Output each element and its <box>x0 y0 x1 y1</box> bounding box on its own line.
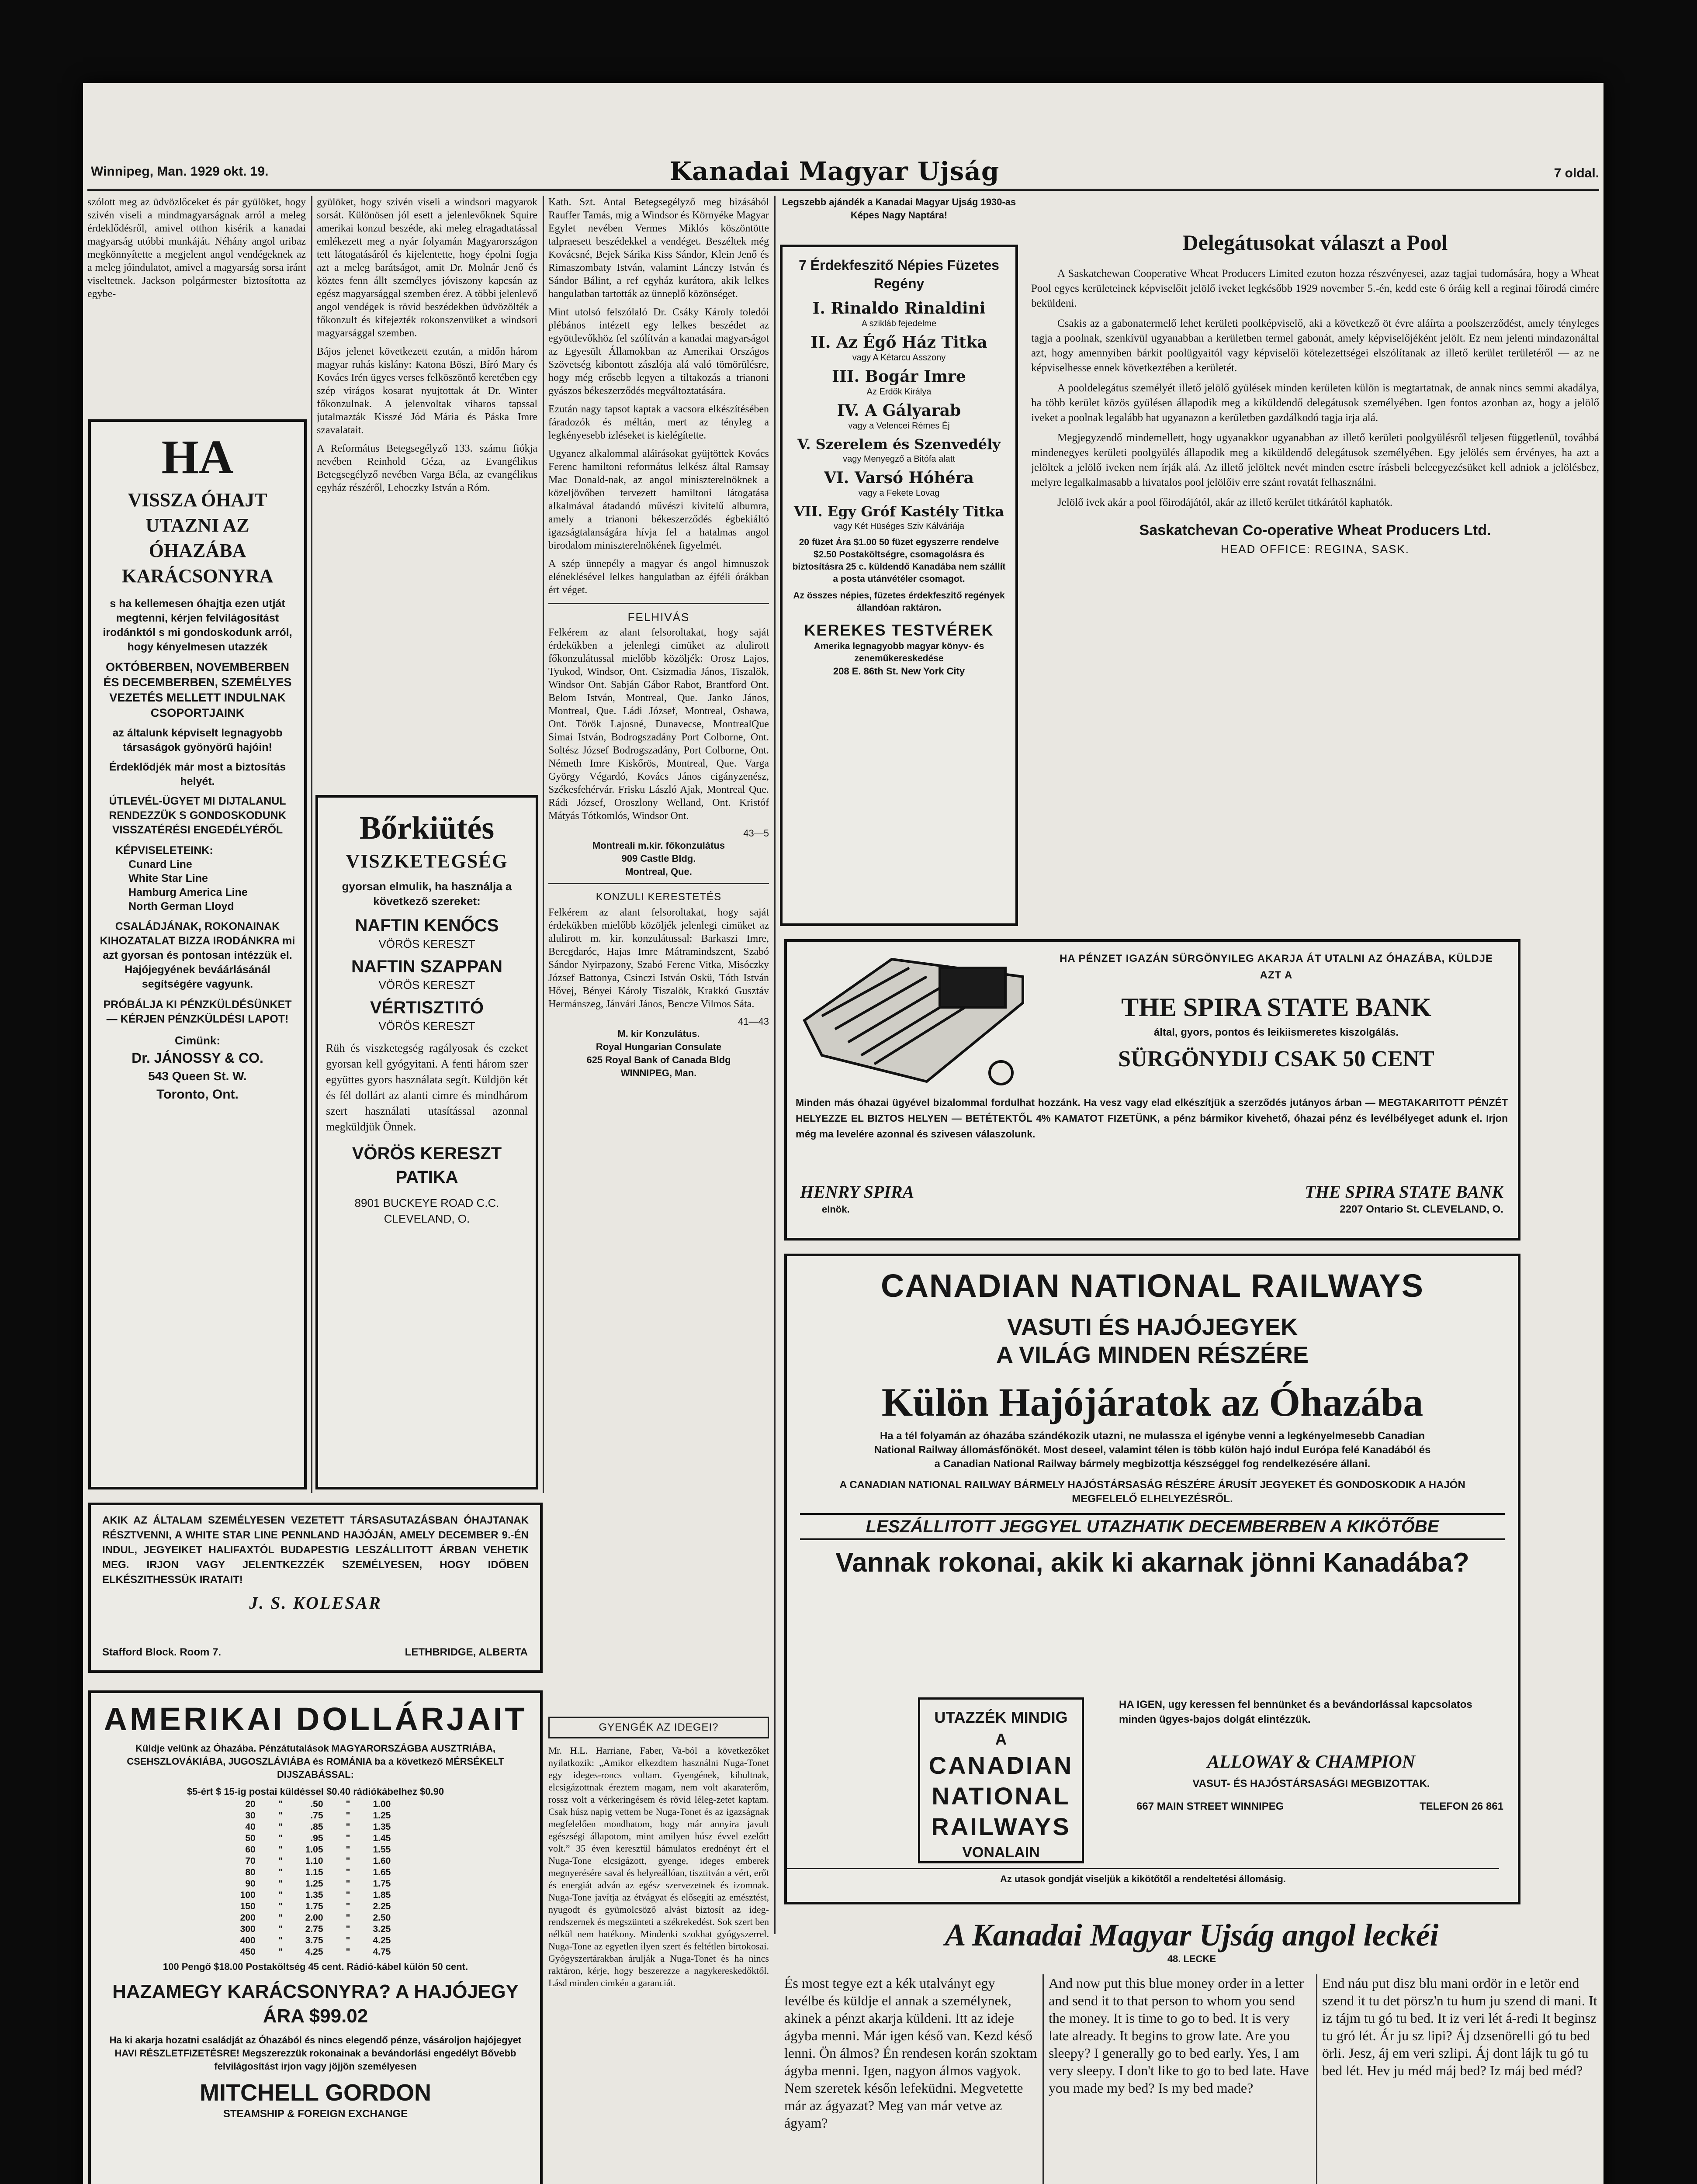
borkiutes-addr: 8901 BUCKEYE ROAD C.C. <box>354 1196 499 1209</box>
regeny-title: 7 Érdekfeszitő Népies Füzetes Regény <box>799 257 999 291</box>
spira-line2: által, gyors, pontos és leikiismeretes kiszolgálás. <box>1153 1026 1399 1038</box>
felhivas-title: FELHIVÁS <box>627 611 690 624</box>
dollar-rate-cell: " <box>278 1913 283 1923</box>
dollar-rate-row <box>229 1856 402 1867</box>
konzulatus-3: 625 Royal Bank of Canada Bldg <box>586 1054 731 1065</box>
dollar-rate-cell: 4.75 <box>373 1947 391 1957</box>
dollar-rate-cell: " <box>346 1856 350 1866</box>
dollar-rate-cell: " <box>346 1845 350 1855</box>
felhivas-number: 43—5 <box>743 828 769 839</box>
col2-text <box>317 196 537 790</box>
ha-subtitle: VISSZA ÓHAJT UTAZNI AZ ÓHAZÁBA KARÁCSONYRA <box>121 489 274 587</box>
col2-p1: gyülöket, hogy szivén viseli a windsori magyarok sorsát. Különösen jól esett a jelenlevőknek Squire amerikai konzul beszéde, aki meleg elragadtatással emlékezett meg a nyár folyamán Magyarországon tett látogatásáról és kijelentette, hogy épolni fogja azt a meleg barátságot, amit Dr. Molnár Jenő és köztes fenn állt személyes jóviszony kapcsán az egész magyarsággal szemben érez. A többi jelenlevő angol vendégek is rövid beszédekben üdvözölték a főkonzult és kifejezték rokonszenvüket a windsori magyarsággal szemben. <box>317 197 537 339</box>
consulate-line-1: Montreali m.kir. főkonzulátus <box>592 840 725 851</box>
spira-sig2: elnök. <box>822 1204 850 1215</box>
dollar-rate-cell: 2.00 <box>305 1913 323 1923</box>
dollar-rate-cell: " <box>278 1822 283 1832</box>
kolesar-city: LETHBRIDGE, ALBERTA <box>405 1646 528 1658</box>
dollar-rate-cell: 3.75 <box>305 1935 323 1946</box>
dollar-rate-row <box>229 1901 402 1912</box>
cnr-ad <box>784 1254 1520 1904</box>
dollar-table <box>229 1799 402 1958</box>
english-lesson-number: 48. LECKE <box>1167 1953 1216 1963</box>
dollar-rate-cell: 30 <box>245 1811 256 1821</box>
dollar-rate-cell: " <box>346 1822 350 1832</box>
line-item: White Star Line <box>128 872 208 885</box>
dollar-rate-cell: " <box>278 1867 283 1877</box>
regeny-item-sub: vagy A Kétarcu Asszony <box>852 353 946 363</box>
spira-addr: 2207 Ontario St. CLEVELAND, O. <box>1340 1203 1503 1215</box>
dollar-intro: Küldje velünk az Óhazába. Pénzátutalások MAGYARORSZÁGBA AUSZTRIÁBA, CSEHSZLOVÁKIÁBA, JUGOSZLÁVIÁBA és ROMÁNIA ba a következő MÉRSÉKELT DIJSZABÁSSAL: <box>127 1743 504 1780</box>
dollar-rate-cell: .75 <box>310 1811 323 1821</box>
dollar-firm: MITCHELL GORDON <box>200 2080 431 2106</box>
dollar-rate-cell: 60 <box>245 1845 256 1855</box>
masthead: Kanadai Magyar Ujság <box>669 156 1000 186</box>
product-2: NAFTIN SZAPPAN <box>351 957 502 976</box>
regeny-item-sub: vagy a Fekete Lovag <box>858 488 940 498</box>
dollar-rate-cell: 450 <box>240 1947 256 1957</box>
dollar-rate-cell: " <box>346 1890 350 1900</box>
col-divider <box>774 196 776 1934</box>
cnr-stamp <box>918 1697 1084 1863</box>
dollar-rate-row <box>229 1867 402 1878</box>
line-item: Cunard Line <box>128 858 192 871</box>
dollar-rate-row <box>229 1878 402 1890</box>
cnr-big: Külön Hajójáratok az Óhazába <box>881 1380 1423 1424</box>
dollar-table-head: $5-ért $ 15-ig postai küldéssel $0.40 rádiókábelhez $0.90 <box>187 1786 444 1797</box>
dollar-rate-cell: " <box>346 1947 350 1957</box>
dollar-pengo: 100 Pengő $18.00 Postaköltség 45 cent. Rádió-kábel külön 50 cent. <box>163 1961 468 1972</box>
regeny-item-title: V. Szerelem és Szenvedély <box>797 436 1001 453</box>
dollar-rate-cell: 150 <box>240 1901 256 1911</box>
line-item: Hamburg America Line <box>128 886 248 898</box>
konzulatus-4: WINNIPEG, Man. <box>620 1068 697 1078</box>
col1-intro <box>87 196 306 370</box>
dollar-rate-cell: 3.25 <box>373 1924 391 1934</box>
dollar-rate-cell: 300 <box>240 1924 256 1934</box>
dollar-rate-cell: 2.50 <box>373 1913 391 1923</box>
product-2-brand: VÖRÖS KERESZT <box>378 978 475 992</box>
english-col-hungarian <box>784 1974 1038 2184</box>
english-col-phonetic <box>1322 1974 1599 2184</box>
ha-lines-title: KÉPVISELETEINK: <box>115 844 213 857</box>
dollar-rate-cell: " <box>278 1924 283 1934</box>
dollar-question: HAZAMEGY KARÁCSONYRA? A HAJÓJEGY ÁRA $99.02 <box>112 1981 519 2027</box>
regeny-ad <box>780 245 1018 926</box>
regeny-addr: 208 E. 86th St. New York City <box>833 666 965 677</box>
borkiutes-title: Bőrkiütés <box>359 810 495 846</box>
ha-body4: Érdeklődjék már most a biztosítás helyét. <box>109 761 286 788</box>
konzulatus-1: M. kir Konzulátus. <box>617 1028 700 1039</box>
dollar-rate-row <box>229 1890 402 1901</box>
cnr-stamp-4: RAILWAYS <box>931 1813 1071 1840</box>
spira-body: Minden más óhazai ügyével bizalommal fordulhat hozzánk. Ha vesz vagy elad elkészítjük a szerződés jutányos árban — MEGTAKARITOTT PÉNZÉT HELYEZZE EL BIZTOS HELYEN — BETÉTEKTŐL 4% KAMATOT FIZETÜNK, a pénz bármikor kivehető, óhazai pénz és levélbélyeget adunk el. Irjon még ma levelére azonnal és szivesen válaszolunk. <box>796 1097 1508 1140</box>
dollar-rate-cell: 1.35 <box>305 1890 323 1900</box>
ha-body1: s ha kellemesen óhajtja ezen utját megtenni, kérjen felvilágosítást irodánktól s mi gondoskodunk arról, hogy kényelmesen utazzék <box>103 598 292 653</box>
dollar-rate-cell: " <box>346 1867 350 1877</box>
regeny-top-text: Legszebb ajándék a Kanadai Magyar Ujság 1930-as Képes Nagy Naptára! <box>782 197 1016 221</box>
dollar-rate-cell: 1.75 <box>305 1901 323 1911</box>
cnr-agent3: 667 MAIN STREET WINNIPEG <box>1136 1800 1284 1812</box>
ha-lines-list <box>98 857 297 913</box>
regeny-item-sub: vagy a Velencei Rémes Éj <box>848 421 950 431</box>
dollar-rate-cell: .50 <box>310 1799 323 1809</box>
regeny-item-sub: Az Erdők Királya <box>866 387 932 397</box>
borkiutes-body: Rüh és viszketegség ragályosak és ezeket gyorsan kell gyógyitani. A fenti három szer együttes gyors használata segít. Küldjön két és fél dollárt az alanti cimre és mindhárom szert használati utasítással azonnal megküldjük Önnek. <box>326 1042 528 1133</box>
english-title: A Kanadai Magyar Ujság angol leckéi <box>945 1918 1439 1952</box>
borkiutes-city: CLEVELAND, O. <box>384 1212 470 1225</box>
pool-p2: Csakis az a gabonatermelő lehet kerületi poolképviselő, aki a következő öt évre aláírta a poolszerződést, amely tényleges tagja a poolnak, szenkívül ugyanabban a kerületben termel gabonát, amely képviselőjéként jelölt. Ez nem jelenti mindazonáltal azt, hogy amennyiben bárkit poolügyaitól vagy képviselői kötelezettségei elszólítanak az illető kerület területéről — az ne képviselhesse ennek következtében a kerületét. <box>1031 318 1599 374</box>
dollar-rate-cell: 200 <box>240 1913 256 1923</box>
dollar-rate-cell: " <box>278 1833 283 1843</box>
cnr-relatives: Vannak rokonai, akik ki akarnak jönni Kanadába? <box>835 1548 1469 1578</box>
regeny-item-title: IV. A Gályarab <box>837 401 961 420</box>
cnr-stamp-3: NATIONAL <box>932 1782 1070 1810</box>
col-divider <box>1316 1974 1317 2184</box>
borkiutes-intro: gyorsan elmulik, ha használja a következő szereket: <box>342 880 512 908</box>
dollar-rate-cell: 80 <box>245 1867 256 1877</box>
line-item: North German Lloyd <box>128 900 234 912</box>
col2-p2: Bájos jelenet következett ezután, a midőn három magyar ruhás kislány: Katona Böszi, Bíró Mary és Kovács Irén ügyes verses felköszöntő keretében egy szép virágos kosarat nyujtottak át Dr. Winter főkonzulnak. A jelenvoltak viharos tapssal jutalmazták Kisszé Jód Mária és Páska Imre szavalatait. <box>317 346 537 436</box>
dollar-firm2: STEAMSHIP & FOREIGN EXCHANGE <box>223 2108 408 2120</box>
dollar-rate-cell: " <box>278 1879 283 1889</box>
pool-article <box>1031 227 1599 930</box>
dollar-rate-cell: 1.10 <box>305 1856 323 1866</box>
kolesar-ad <box>88 1503 543 1673</box>
ha-body5: ÚTLEVÉL-ÜGYET MI DIJTALANUL RENDEZZÜK S GONDOSKODUNK VISSZATÉRÉSI ENGEDÉLYÉRŐL <box>109 795 286 836</box>
dollar-rate-row <box>229 1924 402 1935</box>
english-hu: És most tegye ezt a kék utalványt egy levélbe és küldje el annak a személynek, akinek a pénzt akarja küldeni. Itt az ideje ágyba menni. Már igen késő van. Kezd késő lenni. Ön álmos? Én rendesen korán szoktam ágyba menni. Igen, nagyon álmos vagyok. Nem szeretek későn lefeküdni. Megvetette már az ágyazat? Meg van már vetve az ágyam? <box>784 1975 1037 2131</box>
ha-ad <box>88 419 307 1489</box>
regeny-item-title: III. Bogár Imre <box>832 367 966 386</box>
dollar-rate-cell: " <box>278 1901 283 1911</box>
col3-p1: Kath. Szt. Antal Betegsegélyző meg bizásából Rauffer Tamás, mig a Windsor és Környéke Magyar Egylet nevében Vermes Miklós köszöntötte talpraesett beszédekkel a vendéget. Beszéltek még Kovácsné, Bejek Sárika Kiss Sándor, Klein Jenő és Rimaszombaty István, valamint Lánczy István és Sándor Bálint, a ref egyház kurátora, akik lelkes hangulatban tartották az ünneplő közönséget. <box>548 197 769 300</box>
dollar-rate-row <box>229 1844 402 1856</box>
dollar-ad <box>88 1690 543 2184</box>
cnr-foot: Az utasok gondját viseljük a kikötőtől a rendeltetési állomásig. <box>787 1868 1499 1886</box>
gyengek-title: GYENGÉK AZ IDEGEI? <box>548 1717 769 1738</box>
dollar-rate-cell: " <box>346 1935 350 1946</box>
cnr-title: CANADIAN NATIONAL RAILWAYS <box>881 1268 1424 1304</box>
dollar-rate-cell: 1.85 <box>373 1890 391 1900</box>
dollar-rate-cell: 1.75 <box>373 1879 391 1889</box>
cnr-sub2: A VILÁG MINDEN RÉSZÉRE <box>996 1342 1309 1368</box>
regeny-list <box>789 299 1009 532</box>
pool-sign: Saskatchevan Co-operative Wheat Producers Ltd. <box>1139 522 1491 539</box>
dollar-rate-cell: 90 <box>245 1879 256 1889</box>
dollar-rate-cell: " <box>278 1845 283 1855</box>
ha-company: Dr. JÁNOSSY & CO. <box>132 1050 263 1066</box>
page-number: 7 oldal. <box>1554 166 1599 180</box>
header-rule <box>87 189 1599 191</box>
dollar-rate-cell: 1.35 <box>373 1822 391 1832</box>
dollar-rate-cell: 4.25 <box>373 1935 391 1946</box>
product-3-brand: VÖRÖS KERESZT <box>378 1019 475 1033</box>
dollar-rate-cell: " <box>278 1799 283 1809</box>
dollar-rate-cell: 1.25 <box>373 1811 391 1821</box>
col3-p5: A szép ünnepély a magyar és angol himnuszok eléneklésével lelkes hangulatban az éjféli órákban ért véget. <box>548 558 769 596</box>
newspaper-page <box>83 83 1603 2184</box>
dollar-rate-row <box>229 1946 402 1958</box>
ha-body3: az általunk képviselt legnagyobb társaságok gyönyörű hajóin! <box>112 727 283 753</box>
cnr-agent2: VASUT- ÉS HAJÓSTÁRSASÁGI MEGBIZOTTAK. <box>1192 1778 1430 1790</box>
regeny-firm2: Amerika legnagyobb magyar könyv- és zeneműkereskedése <box>814 641 984 663</box>
cnr-any: A CANADIAN NATIONAL RAILWAY BÁRMELY HAJÓSTÁRSASÁG RÉSZÉRE ÁRUSÍT JEGYEKET ÉS GONDOSKODIK A HAJÓN MEGFELELŐ ELHELYEZÉSRŐL. <box>839 1479 1465 1505</box>
ha-city: Toronto, Ont. <box>156 1087 239 1102</box>
spira-bank2: THE SPIRA STATE BANK <box>1305 1182 1503 1202</box>
product-1-brand: VÖRÖS KERESZT <box>378 937 475 950</box>
spira-line1: HA PÉNZET IGAZÁN SÜRGÖNYILEG AKARJA ÁT UTALNI AZ ÓHAZÁBA, KÜLDJE AZT A <box>1060 953 1493 981</box>
konzulatus-2: Royal Hungarian Consulate <box>596 1041 722 1052</box>
dollar-rate-cell: 100 <box>240 1890 256 1900</box>
cnr-agent: ALLOWAY & CHAMPION <box>1207 1752 1416 1772</box>
regeny-price: 20 füzet Ára $1.00 50 füzet egyszerre rendelve $2.50 Postaköltségre, csomagolásra és biztosításra 25 c. küldendő Kanadába nem szállít a posta utánvétéler csomagot. <box>792 537 1006 584</box>
english-ph: End náu put disz blu mani ordör in e letör end szend it tu det pörsz'n tu hum ju szend di mani. It iz tájm tu gó tu bed. It iz veri lét á-redi It beginsz tu gró lét. Ár ju sz lipi? Áj dzsenörelli gó tu bed örli. Jesz, áj em veri szlipi. Áj dont lájk tu gó tu bed lét. Hev ju méd máj bed? Iz máj bed méd? <box>1322 1975 1597 2078</box>
col3-p4: Ugyanez alkalommal aláirásokat gyüjtöttek Kovács Ferenc hamiltoni református lelkész által Ramsay Mac Donald-nak, az angol miniszterelnöknek a közeljövőben tervezett hamiltoni látogatása alkalmával átadandó művészi kivitelű albumra, amely a trianoni békeszerződés égbekiáltó igazságtalanságára hívja fel a hatalmas angol birodalom miniszterelnökének figyelmét. <box>548 448 769 551</box>
dollar-rate-cell: 2.75 <box>305 1924 323 1934</box>
consulate-line-2: 909 Castle Bldg. <box>621 853 696 864</box>
pool-p5: Jelölő ivek akár a pool főirodájától, akár az illető kerület titkárától kaphatók. <box>1057 497 1393 508</box>
pool-p4: Megjegyzendő mindemellett, hogy ugyanakkor ugyanabban az illető kerületi poolgyülésről teljesen függetlenül, továbbá mindenegyes kerületi poolgyülés állapodik meg a kiküldendő delegátusok személyében. Egy jelölés sem érvényes, ha azt a jelöltek a jelölő iveken nem írják alá. Az illető jelöltek nevét minden esetre írásbeli beleegyezésüket kell adniok a jelölésbez, melyre legalkalmasabb a hivatalos pool jelölőiv erre szánt rovatát felhasználni. <box>1031 432 1599 488</box>
konzuli-number: 41—43 <box>738 1016 769 1027</box>
cnr-sub1: VASUTI ÉS HAJÓJEGYEK <box>1007 1314 1298 1340</box>
dollar-rate-row <box>229 1833 402 1844</box>
gyengek-article <box>548 1717 769 2184</box>
regeny-top <box>780 196 1018 235</box>
pool-sign2: HEAD OFFICE: REGINA, SASK. <box>1221 543 1410 556</box>
col-divider <box>543 196 544 1493</box>
dollar-rate-cell: .95 <box>310 1833 323 1843</box>
regeny-item-title: II. Az Égő Ház Titka <box>810 333 987 352</box>
regeny-item-sub: vagy Menyegző a Bitófa alatt <box>843 454 955 464</box>
cnr-stamp-5: VONALAIN <box>962 1844 1040 1861</box>
product-3: VÉRTISZTITÓ <box>370 998 484 1017</box>
dollar-rate-cell: " <box>346 1901 350 1911</box>
dollar-rate-row <box>229 1935 402 1946</box>
spira-fee: SÜRGÖNYDIJ CSAK 50 CENT <box>1118 1047 1434 1071</box>
dollar-rate-cell: 1.65 <box>373 1867 391 1877</box>
pool-p1: A Saskatchewan Cooperative Wheat Producers Limited ezuton hozza részvényesei, azaz tagjai tudomására, hogy a Wheat Pool egyes kerületeinek képviselőit jelölő iveket legkésőbb 1929 november 5.-én, kedd este 6 óráig kell a reginai főirodá cimére beküldeni. <box>1031 268 1599 309</box>
dollar-rate-cell: 2.25 <box>373 1901 391 1911</box>
spira-ad <box>784 939 1520 1241</box>
dollar-rate-cell: 1.15 <box>305 1867 323 1877</box>
product-1: NAFTIN KENŐCS <box>355 916 499 935</box>
dollar-rate-row <box>229 1810 402 1821</box>
col1-intro-text: szólott meg az üdvözlőceket és pár gyülöket, hogy szivén viseli a mindmagyarságnak arról a meleg érdeklődésről, amivel otthon kisérik a kanadai magyarság utóbbi munkáját. Néhány angol uribaz megkönnyítette a megjelent angol vendégeknek az a meleg jóindulatot, amivel a magyarság sorsa iránt viseltetnek. Jackson polgármester biztosította az egybe- <box>87 197 306 300</box>
cnr-body: Ha a tél folyamán az óhazába szándékozik utazni, ne mulassza el igénybe venni a legkényelmesebb Canadian National Railway állomásfőnökét. Most deseel, valamint télen is több külön hajó indul Európa felé Kanadából és a Canadian National Railway bármely megbizottja készséggel fog rendelkezésére állani. <box>874 1430 1431 1470</box>
dollar-rate-cell: " <box>346 1833 350 1843</box>
dollar-title: AMERIKAI DOLLÁRJAIT <box>104 1701 527 1737</box>
cnr-reduced: LESZÁLLITOTT JEGGYEL UTAZHATIK DECEMBERBEN A KIKÖTŐBE <box>800 1513 1505 1540</box>
konzuli-title: KONZULI KERESTETÉS <box>596 891 722 903</box>
ha-body2: OKTÓBERBEN, NOVEMBERBEN ÉS DECEMBERBEN, SZEMÉLYES VEZETÉS MELLETT INDULNAK CSOPORTJAINK <box>103 660 292 719</box>
dollar-rate-cell: 1.05 <box>305 1845 323 1855</box>
dollar-rate-cell: 4.25 <box>305 1947 323 1957</box>
dollar-rate-cell: " <box>278 1947 283 1957</box>
dollar-rate-cell: " <box>278 1935 283 1946</box>
cnr-stamp-2: CANADIAN <box>928 1752 1074 1779</box>
ha-street: 543 Queen St. W. <box>148 1069 247 1083</box>
regeny-item-sub: vagy Két Hüséges Sziv Kálváriája <box>833 522 965 531</box>
dollar-rate-cell: " <box>346 1879 350 1889</box>
dollar-rate-cell: " <box>278 1811 283 1821</box>
dollar-rate-cell: " <box>278 1856 283 1866</box>
dollar-rate-cell: " <box>346 1799 350 1809</box>
kolesar-name: J. S. KOLESAR <box>249 1593 382 1613</box>
dollar-rate-cell: " <box>346 1924 350 1934</box>
col-divider <box>1042 1974 1044 2184</box>
ha-addr-label: Cimünk: <box>175 1034 220 1047</box>
dollar-rate-cell: 40 <box>245 1822 256 1832</box>
konzuli-text: Felkérem az alant felsoroltakat, hogy saját érdekükben mielőbb közöljék jelenlegi cimüket az alulirott m. kir. konzulátussal: Barkaszi Imre, Beregdaróc, Hajas Imre Mátramindszent, Szabó Sándor Nyirpazony, Szabó Ferenc Vitka, Misóczky József Battonya, Csinczi István Oskü, Tóth István Hővej, Bényei Károly Tiszalök, Krakkó Gusztáv Hermánszeg, Jánvári János, Bencze Vilmos Sáta. <box>548 907 769 1010</box>
ha-body7: PRÓBÁLJA KI PÉNZKÜLDÉSÜNKET — KÉRJEN PÉNZKÜLDÉSI LAPOT! <box>103 999 292 1025</box>
spira-bank: THE SPIRA STATE BANK <box>1121 993 1431 1022</box>
dollar-rate-cell: 400 <box>240 1935 256 1946</box>
spira-sig: HENRY SPIRA <box>800 1182 914 1202</box>
dollar-rate-row <box>229 1799 402 1810</box>
regeny-note: Az összes népies, füzetes érdekfeszitő regények állandóan raktáron. <box>793 591 1005 613</box>
english-col-english <box>1049 1974 1311 2184</box>
ha-body6: CSALÁDJÁNAK, ROKONAINAK KIHOZATALAT BIZZA IRODÁNKRA mi azt gyorsan és pontosan intézzük el. Hajójegyének beváárlásánál segítségére vagyunk. <box>100 920 295 990</box>
col3-p2: Mint utolsó felszólaló Dr. Csáky Károly toledói plébános intézett egy lelkes beszédet az egyöttlevőkhöz fel szólítván a kanadai magyarságot az Egyesült Államokban az Amerikai Országos Szövetség kibontott zászlója alá való tömörülésre, hogy még erősebb legyen a tiltakozás a trianoni gyászos békeszerződés megváltoztatására. <box>548 307 769 397</box>
dollar-rate-cell: " <box>278 1890 283 1900</box>
english-lesson-header <box>784 1915 1599 1963</box>
col2-p3: A Református Betegsegélyző 133. számu fiókja nevében Reinhold Géza, az Evangélikus Betegsegélyző nevében Varga Béla, az evangélikus egyház részéről, Lehoczky István a Róm. <box>317 443 537 494</box>
col3-p3: Ezután nagy tapsot kaptak a vacsora elkészítésében fáradozók és méltán, mert az tényleg a legkényesebb izléseket is kielégítette. <box>548 404 769 441</box>
consulate-line-3: Montreal, Que. <box>625 866 692 877</box>
pool-p3: A pooldelegátus személyét illető jelölő gyülések minden kerületen külön is megtartatnak, de annak nincs semmi akadálya, ha több kerület közös gyülésen állapodik meg a kiküldendő delegátusok személyében. Igen fontos azonban az, hogy a jelölő iveket a poolnak legalább hat ugyanazon a kerületben gazdálkodó tagja irja alá. <box>1031 382 1599 424</box>
gyengek-body: Mr. H.L. Harriane, Faber, Va-ból a következőket nyilatkozik: „Amikor elkezdtem használni Nuga-Tonet egy ideges-roncs voltam. Gyengének, kibultnak, elcsigázottnak éreztem magam, nem volt akaraterőm, rossz volt a vérkeringésem és rövid léleg-zetet kaptam. Csak húsz napig vettem be Nuga-Tonet és az igazságnak megfelelően mondhatom, hogy már annyira javult egészségi állapotom, mint amilyen húsz évvel ezelőtt volt.” 35 éven keresztül hámulatos erednényt ért el Nuga-Tone elcsigázott, gyenge, ideges emberek megnyerésére saval és helyreállóan, tisztitván a vért, erőt és energiát adván az egész szervezetnek és izomnak. Nuga-Tone javítja az étvágyat és elősegíti az emésztést, nyugodt és gyümolcsöző alvást biztosít az ideg-rendszernek és megszünteti a székrekedést. Sok szert ben nélkül nem hatékony. Mindenki szokhat gyógyszerrel. Nuga-Tone az egyetlen ilyen szert és feltétlen birtokosai. Gyógyszertárakban árulják a Nuga-Tonet és ha nincs raktáron, kérje, hogy beszerezze a nagykereskedőktől. Lásd minden cimkén a garanciát. <box>548 1745 769 1988</box>
dollar-body: Ha ki akarja hozatni családját az Óhazából és nincs elegendő pénze, vásároljon hajójegyet HAVI RÉSZLETFIZETÉSRE! Megszerezzük rokonainak a bevándorlási engedélyt Bővebb felvilágosítást irjon vagy jöjjön személyesen <box>109 2035 522 2072</box>
dollar-rate-cell: 50 <box>245 1833 256 1843</box>
regeny-item-title: I. Rinaldo Rinaldini <box>812 299 986 318</box>
dollar-rate-cell: 1.25 <box>305 1879 323 1889</box>
borkiutes-shop: VÖRÖS KERESZT PATIKA <box>352 1144 502 1187</box>
dollar-rate-cell: 1.55 <box>373 1845 391 1855</box>
dollar-rate-cell: 1.60 <box>373 1856 391 1866</box>
felhivas-text: Felkérem az alant felsoroltakat, hogy saját érdekükben a jelenlegi cimüket az alulirott főkonzulátussal mielőbb közöljék: Orosz Lajos, Tyukod, Windsor, Ont. Csizmadia János, Tiszalök, Windsor Ont. Sabján Gábor Rabot, Brantford Ont. Belom István, Montreal, Que. Janko János, Montreal, Que. Ládi József, Montreal, Oshawa, Ont. Török Lajosné, Dunavecse, MontrealQue Simai István, Bodrogszadány Port Colborne, Ont. Soltész József Bodrogszadány, Port Colborne, Ont. Németh Imre Kiskőrös, Montreal, Que. Varga György Végardó, Kovács János cigányzenész, Székesfehérvár. Frisku László Ajak, Montreal Que. Rádi József, Oroszlony Welland, Ont. Kristóf Mátyás Tótkomlós, Windsor Ont. <box>548 627 769 822</box>
ha-title: HA <box>161 430 234 484</box>
borkiutes-ad <box>315 795 538 1489</box>
cnr-igen: HA IGEN, ugy keressen fel bennünket és a bevándorlással kapcsolatos minden ügyes-bajos dolgát elintézzük. <box>1119 1699 1472 1725</box>
dollar-rate-cell: " <box>346 1913 350 1923</box>
cnr-agent4: TELEFON 26 861 <box>1419 1800 1503 1812</box>
dollar-rate-cell: " <box>346 1811 350 1821</box>
regeny-firm: KEREKES TESTVÉREK <box>804 621 994 639</box>
dollar-rate-cell: 1.45 <box>373 1833 391 1843</box>
kolesar-block: Stafford Block. Room 7. <box>102 1646 222 1658</box>
money-transfer-illustration-icon <box>796 950 1040 1090</box>
english-en: And now put this blue money order in a letter and send it to that person to whom you send the money. It is time to go to bed. It is very late already. It begins to grow late. Are you sleepy? I generally go to bed early. Yes, I am very sleepy. I don't like to go to bed late. Have you made my bed? Is my bed made? <box>1049 1975 1309 2096</box>
cnr-stamp-1: UTAZZÉK MINDIG A <box>934 1708 1068 1748</box>
col-divider <box>311 196 312 1493</box>
regeny-item-title: VII. Egy Gróf Kastély Titka <box>793 503 1004 520</box>
kolesar-body: AKIK AZ ÁLTALAM SZEMÉLYESEN VEZETETT TÁRSASUTAZÁSBAN ÓHAJTANAK RÉSZTVENNI, A WHITE STAR LINE PENNLAND HAJÓJÁN, AMELY DECEMBER 9.-ÉN INDUL, JEGYEIKET HALIFAXTÓL BUDAPESTIG LESZÁLLITOTT ÁRBAN VEHETIK MEG. IRJON VAGY JELENTKEZZÉK SZEMÉLYESEN, HOGY IDŐBEN ELKÉSZITHESSÜK IRATAIT! <box>102 1514 529 1586</box>
borkiutes-sub: VISZKETEGSÉG <box>346 850 508 872</box>
dollar-rate-cell: 20 <box>245 1799 256 1809</box>
dollar-rate-row <box>229 1912 402 1924</box>
regeny-item-sub: A szikláb fejedelme <box>861 319 937 328</box>
dateline: Winnipeg, Man. 1929 okt. 19. <box>91 164 269 179</box>
dollar-rate-cell: 1.00 <box>373 1799 391 1809</box>
dollar-rate-cell: .85 <box>310 1822 323 1832</box>
dollar-rate-row <box>229 1821 402 1833</box>
regeny-item-title: VI. Varsó Hóhéra <box>824 469 974 487</box>
pool-title: Delegátusokat választ a Pool <box>1182 230 1448 255</box>
dollar-rate-cell: 70 <box>245 1856 256 1866</box>
col3-text <box>548 196 769 1711</box>
